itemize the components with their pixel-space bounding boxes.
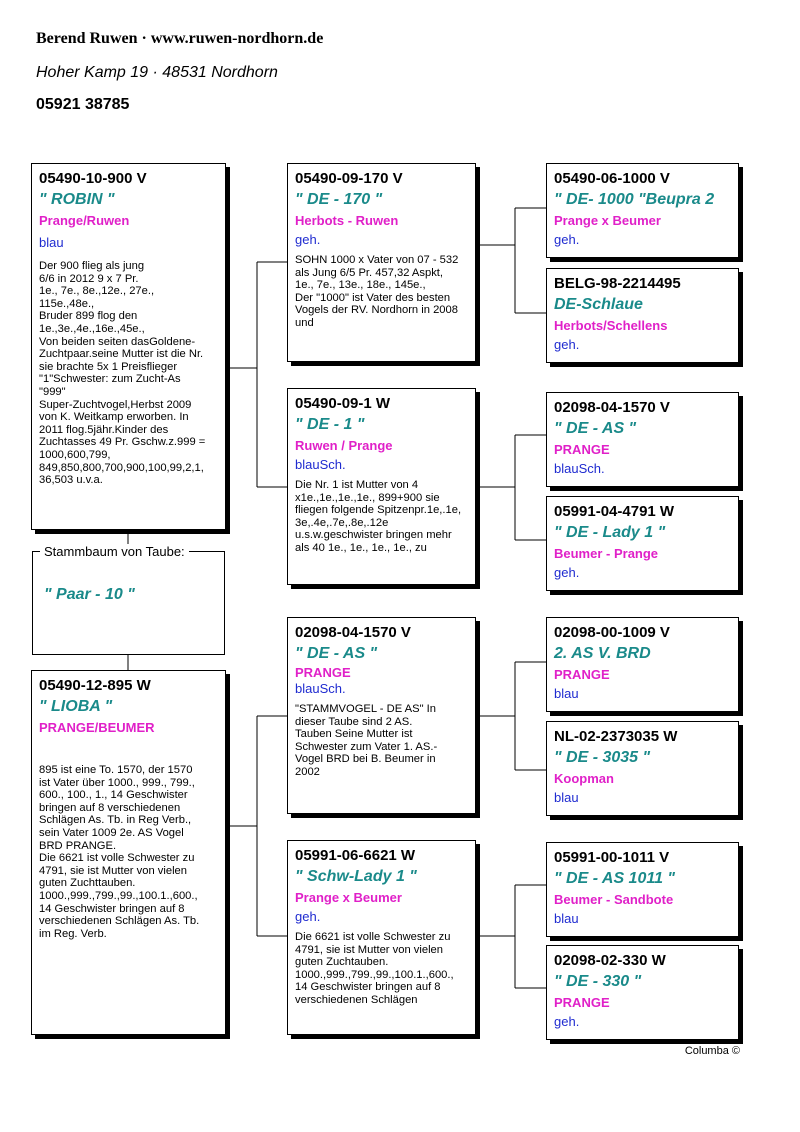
bird-name: " ROBIN ": [39, 191, 115, 208]
grandmother-paternal-card[interactable]: [287, 388, 476, 585]
ring-number: 05991-04-4791 W: [554, 503, 675, 520]
ring-number: 05991-00-1011 V: [554, 849, 670, 866]
bird-description: 895 ist eine To. 1570, der 1570 ist Vater über 1000., 999., 799., 600., 100., 1., 14 Geschwister bringen auf 8 verschiedenen Schlägen As. Tb. in Reg Verb., sein Vater 1009 2e. AS Vogel BRD PRANGE. Die 6621 ist volle Schwester zu 4791, sie ist Mutter von vielen guten Zuchttauben. 1000.,999.,799.,99.,100.1.,600., 14 Geschwister bringen auf 8 verschiedenen Schlägen As. Tb. im Reg. Verb.: [39, 764, 200, 940]
plumage-color: blau: [554, 911, 579, 926]
bird-description: Die 6621 ist volle Schwester zu 4791, sie ist Mutter von vielen guten Zuchtauben. 1000.,999.,799.,99.,100.1.,600., 14 Geschwister bringen auf 8 verschiedenen Schlägen: [295, 931, 454, 1006]
bird-name: " DE- 1000 "Beupra 2: [554, 191, 715, 208]
great-grandparent-card-mff[interactable]: [546, 617, 739, 712]
bird-description: "STAMMVOGEL - DE AS" In dieser Taube sind 2 AS. Tauben Seine Mutter ist Schwester zum Vater 1. AS.- Vogel BRD bei B. Beumer in 2002: [295, 703, 438, 778]
plumage-color: blau: [554, 790, 579, 805]
bird-name: 2. AS V. BRD: [554, 645, 651, 662]
breed-line: PRANGE: [554, 667, 610, 682]
pedigree-subject-label: Stammbaum von Taube:: [40, 544, 189, 559]
breed-line: Prange x Beumer: [554, 213, 661, 228]
grandmother-maternal-card[interactable]: [287, 840, 476, 1035]
bird-name: " DE - AS ": [295, 645, 378, 662]
bird-name: " DE - AS ": [554, 420, 637, 437]
great-grandparent-card-fmf[interactable]: [546, 392, 739, 487]
footer-credit: Columba ©: [684, 1045, 740, 1057]
plumage-color: geh.: [295, 232, 321, 247]
bird-description: SOHN 1000 x Vater von 07 - 532 als Jung 6/5 Pr. 457,32 Aspkt, 1e., 7e., 13e., 18e., 145e., Der "1000" ist Vater des besten Vogels der RV. Nordhorn in 2008 und: [295, 254, 459, 329]
ring-number: BELG-98-2214495: [554, 275, 681, 292]
great-grandparent-card-mfm[interactable]: [546, 721, 739, 816]
plumage-color: blauSch.: [295, 681, 346, 696]
ring-number: 05490-06-1000 V: [554, 170, 670, 187]
plumage-color: geh.: [554, 337, 580, 352]
ring-number: NL-02-2373035 W: [554, 728, 678, 745]
great-grandparent-card-mmm[interactable]: [546, 945, 739, 1040]
bird-name: " DE - AS 1011 ": [554, 870, 675, 887]
breed-line: Koopman: [554, 771, 614, 786]
breeder-address: Hoher Kamp 19 · 48531 Nordhorn: [36, 64, 278, 81]
breed-line: PRANGE: [295, 665, 351, 680]
great-grandparent-card-ffm[interactable]: [546, 268, 739, 363]
plumage-color: geh.: [554, 232, 580, 247]
breed-line: Beumer - Prange: [554, 546, 659, 561]
breeder-phone: 05921 38785: [36, 96, 130, 113]
ring-number: 02098-00-1009 V: [554, 624, 670, 641]
mother-card[interactable]: [31, 670, 226, 1035]
bird-description: Der 900 flieg als jung 6/6 in 2012 9 x 7 Pr. 1e., 7e., 8e.,12e., 27e., 115e.,48e., Bruder 899 flog den 1e.,3e.,4e.,16e.,45e., Von beiden seiten dasGoldene- Zuchtpaar.seine Mutter ist die Nr. sie brachte 5x 1 Preisflieger "1"Schwester: zum Zucht-As "999" Super-Zuchtvogel,Herbst 2009 von K. Weitkamp erworben. In 2011 flog.5jähr.Kinder des Zuchtasses 49 Pr. Gschw.z.999 = 1000,600,799, 849,850,800,700,900,100,99,2,1, 36,503 u.v.a.: [39, 260, 206, 487]
grandfather-maternal-card[interactable]: [287, 617, 476, 814]
bird-name: " DE - Lady 1 ": [554, 524, 666, 541]
ring-number: 05490-12-895 W: [39, 677, 151, 694]
breed-line: Herbots/Schellens: [554, 318, 668, 333]
bird-name: " DE - 170 ": [295, 191, 383, 208]
plumage-color: blau: [39, 235, 64, 250]
bird-name: " DE - 330 ": [554, 973, 642, 990]
breed-line: PRANGE: [554, 442, 610, 457]
bird-name: " DE - 3035 ": [554, 749, 651, 766]
ring-number: 02098-04-1570 V: [554, 399, 670, 416]
breed-line: Prange/Ruwen: [39, 213, 130, 228]
breed-line: Ruwen / Prange: [295, 438, 393, 453]
breed-line: Prange x Beumer: [295, 890, 402, 905]
plumage-color: blauSch.: [295, 457, 346, 472]
bird-name: DE-Schlaue: [554, 296, 643, 313]
ring-number: 05490-09-170 V: [295, 170, 403, 187]
bird-name: " Schw-Lady 1 ": [295, 868, 417, 885]
breeder-name-website: Berend Ruwen · www.ruwen-nordhorn.de: [36, 30, 324, 47]
ring-number: 05991-06-6621 W: [295, 847, 416, 864]
breed-line: Herbots - Ruwen: [295, 213, 399, 228]
plumage-color: blauSch.: [554, 461, 605, 476]
bird-name: " LIOBA ": [39, 698, 113, 715]
breed-line: PRANGE/BEUMER: [39, 720, 155, 735]
plumage-color: blau: [554, 686, 579, 701]
great-grandparent-card-fff[interactable]: [546, 163, 739, 258]
ring-number: 05490-09-1 W: [295, 395, 391, 412]
ring-number: 02098-02-330 W: [554, 952, 666, 969]
pedigree-subject-name: " Paar - 10 ": [44, 586, 135, 603]
ring-number: 05490-10-900 V: [39, 170, 147, 187]
breed-line: PRANGE: [554, 995, 610, 1010]
ring-number: 02098-04-1570 V: [295, 624, 411, 641]
great-grandparent-card-fmm[interactable]: [546, 496, 739, 591]
breed-line: Beumer - Sandbote: [554, 892, 674, 907]
father-card[interactable]: [31, 163, 226, 530]
plumage-color: geh.: [554, 1014, 580, 1029]
great-grandparent-card-mmf[interactable]: [546, 842, 739, 937]
plumage-color: geh.: [295, 909, 321, 924]
bird-description: Die Nr. 1 ist Mutter von 4 x1e.,1e.,1e.,1e., 899+900 sie fliegen folgende Spitzenpr.1e,.1e, 3e,.4e,.7e,.8e,.12e u.s.w.geschwister bringen mehr als 40 1e., 1e., 1e., 1e., zu: [295, 479, 462, 554]
grandfather-paternal-card[interactable]: [287, 163, 476, 362]
plumage-color: geh.: [554, 565, 580, 580]
bird-name: " DE - 1 ": [295, 416, 365, 433]
